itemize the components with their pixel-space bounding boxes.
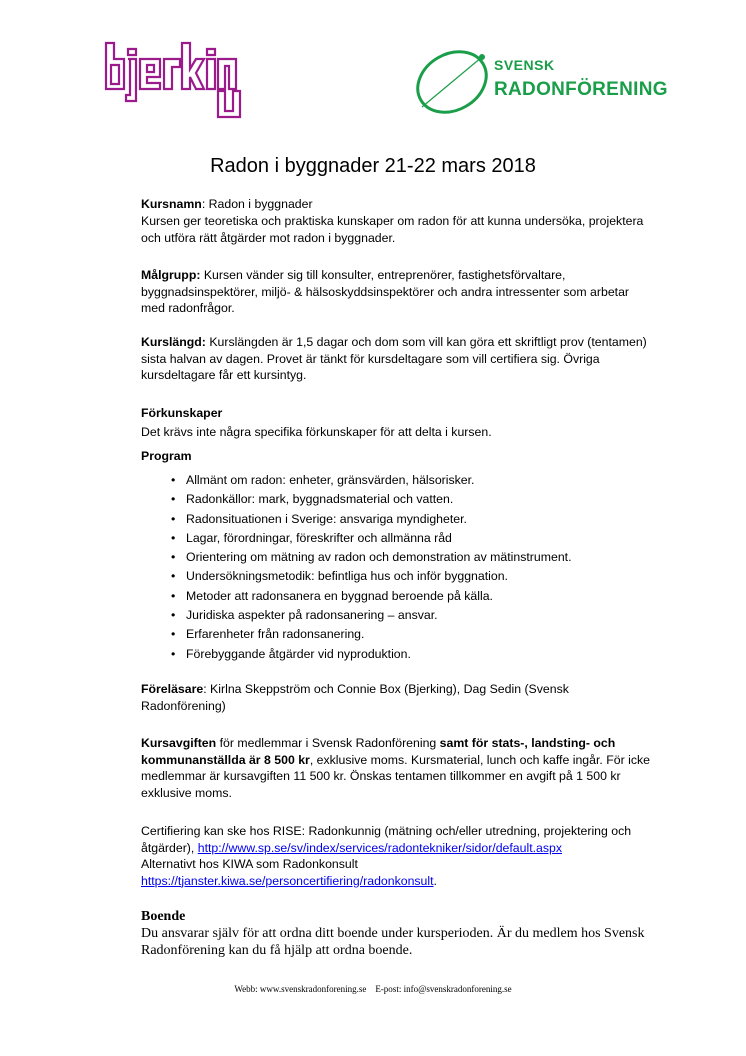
kursnamn-desc: Kursen ger teoretiska och praktiska kunskaper om radon för att kunna undersöka, projektera och utföra rätt åtgärder mot radon i byggnader. (141, 214, 644, 245)
kursavgift-t2: , exklusive moms. Kursmaterial, lunch och kaffe ingår. För icke medlemmar är kursavgiften 11 500 kr. Önskas tentamen tillkommer en avgift på 1 500 kr exklusive moms. (141, 752, 650, 800)
kurslangd-label: Kurslängd: (141, 335, 206, 349)
footer-contact: Webb: www.svenskradonforening.se E-post: info@svenskradonforening.se (234, 984, 512, 994)
kursavgift-b1: samt för stats-, landsting- och kommunanställda är 8 500 kr (141, 736, 616, 767)
program-heading-text: Program (141, 449, 192, 463)
kurslangd-paragraph (141, 334, 651, 384)
forelasare-label: Föreläsare (141, 682, 204, 696)
list-item: • Lagar, förordningar, föreskrifter och allmänna råd (141, 530, 651, 549)
program-list (141, 472, 651, 665)
logo-line-svensk: SVENSK (494, 57, 555, 73)
forkunskaper-heading-text: Förkunskaper (141, 406, 223, 420)
forelasare-text: : Kirlna Skeppström och Connie Box (Bjerking), Dag Sedin (Svensk Radonförening) (141, 682, 569, 713)
kursavgift-paragraph (141, 735, 651, 801)
forkunskaper-text: Det krävs inte några specifika förkunskaper för att delta i kursen. (141, 425, 492, 439)
kursavgift-t1: för medlemmar i Svensk Radonförening (216, 736, 440, 750)
list-item: • Erfarenheter från radonsanering. (141, 626, 651, 645)
svensk-radonforening-logo (412, 45, 668, 119)
boende-text: Du ansvarar själv för att ordna ditt boende under kursperioden. Är du medlem hos Svensk Radonförening kan du få hjälp att ordna boende. (141, 926, 645, 958)
list-item: • Orientering om mätning av radon och demonstration av mätinstrument. (141, 549, 651, 568)
rise-link[interactable]: http://www.sp.se/sv/index/services/radontekniker/sidor/default.aspx (197, 840, 563, 855)
kurslangd-text: Kurslängden är 1,5 dagar och dom som vill kan göra ett skriftligt prov (tentamen) sista halvan av dagen. Provet är tänkt för kursdeltagare som vill certifiera sig. Övriga kursdeltagare får ett kursintyg. (141, 335, 647, 382)
list-item: • Radonsituationen i Sverige: ansvariga myndigheter. (141, 511, 651, 530)
list-item: • Juridiska aspekter på radonsanering – ansvar. (141, 607, 651, 626)
list-item: • Radonkällor: mark, byggnadsmaterial och vatten. (141, 491, 651, 510)
malgrupp-paragraph (141, 267, 651, 317)
kursnamn-value: : Radon i byggnader (201, 197, 313, 211)
radon-ring-icon (412, 45, 492, 119)
bjerking-logo (104, 41, 244, 119)
cert-line1: Certifiering kan ske hos RISE: Radonkunnig (mätning och/eller utredning, projektering och åtgärder), (141, 824, 632, 855)
malgrupp-label: Målgrupp: (141, 268, 201, 282)
kursavgift-label: Kursavgiften (141, 736, 217, 750)
kursnamn-line (141, 196, 651, 213)
list-item: • Förebyggande åtgärder vid nyproduktion. (141, 646, 651, 665)
kiwa-link[interactable]: https://tjanster.kiwa.se/personcertifiering/radonkonsult (141, 873, 434, 888)
malgrupp-text: Kursen vänder sig till konsulter, entreprenörer, fastighetsförvaltare, byggnadsinspektörer, miljö- & hälsoskyddsinspektörer och andra intressenter som arbetar med radonfrågor. (141, 268, 630, 315)
cert-line2: Alternativt hos KIWA som Radonkonsult (141, 857, 358, 871)
kursnamn-label: Kursnamn (141, 197, 202, 211)
boende-heading-text: Boende (141, 909, 186, 924)
forkunskaper-heading (141, 405, 651, 422)
page-title: Radon i byggnader 21-22 mars 2018 (210, 155, 536, 177)
list-item: • Undersökningsmetodik: befintliga hus och inför byggnation. (141, 568, 651, 587)
list-item: • Allmänt om radon: enheter, gränsvärden, hälsorisker. (141, 472, 651, 491)
cert-dot: . (433, 873, 437, 888)
forelasare-paragraph (141, 681, 651, 714)
logo-line-radonforening: RADONFÖRENING (494, 79, 668, 100)
boende-heading (141, 908, 651, 925)
list-item: • Metoder att radonsanera en byggnad beroende på källa. (141, 588, 651, 607)
cert-paragraph (141, 823, 651, 889)
program-heading (141, 448, 651, 465)
